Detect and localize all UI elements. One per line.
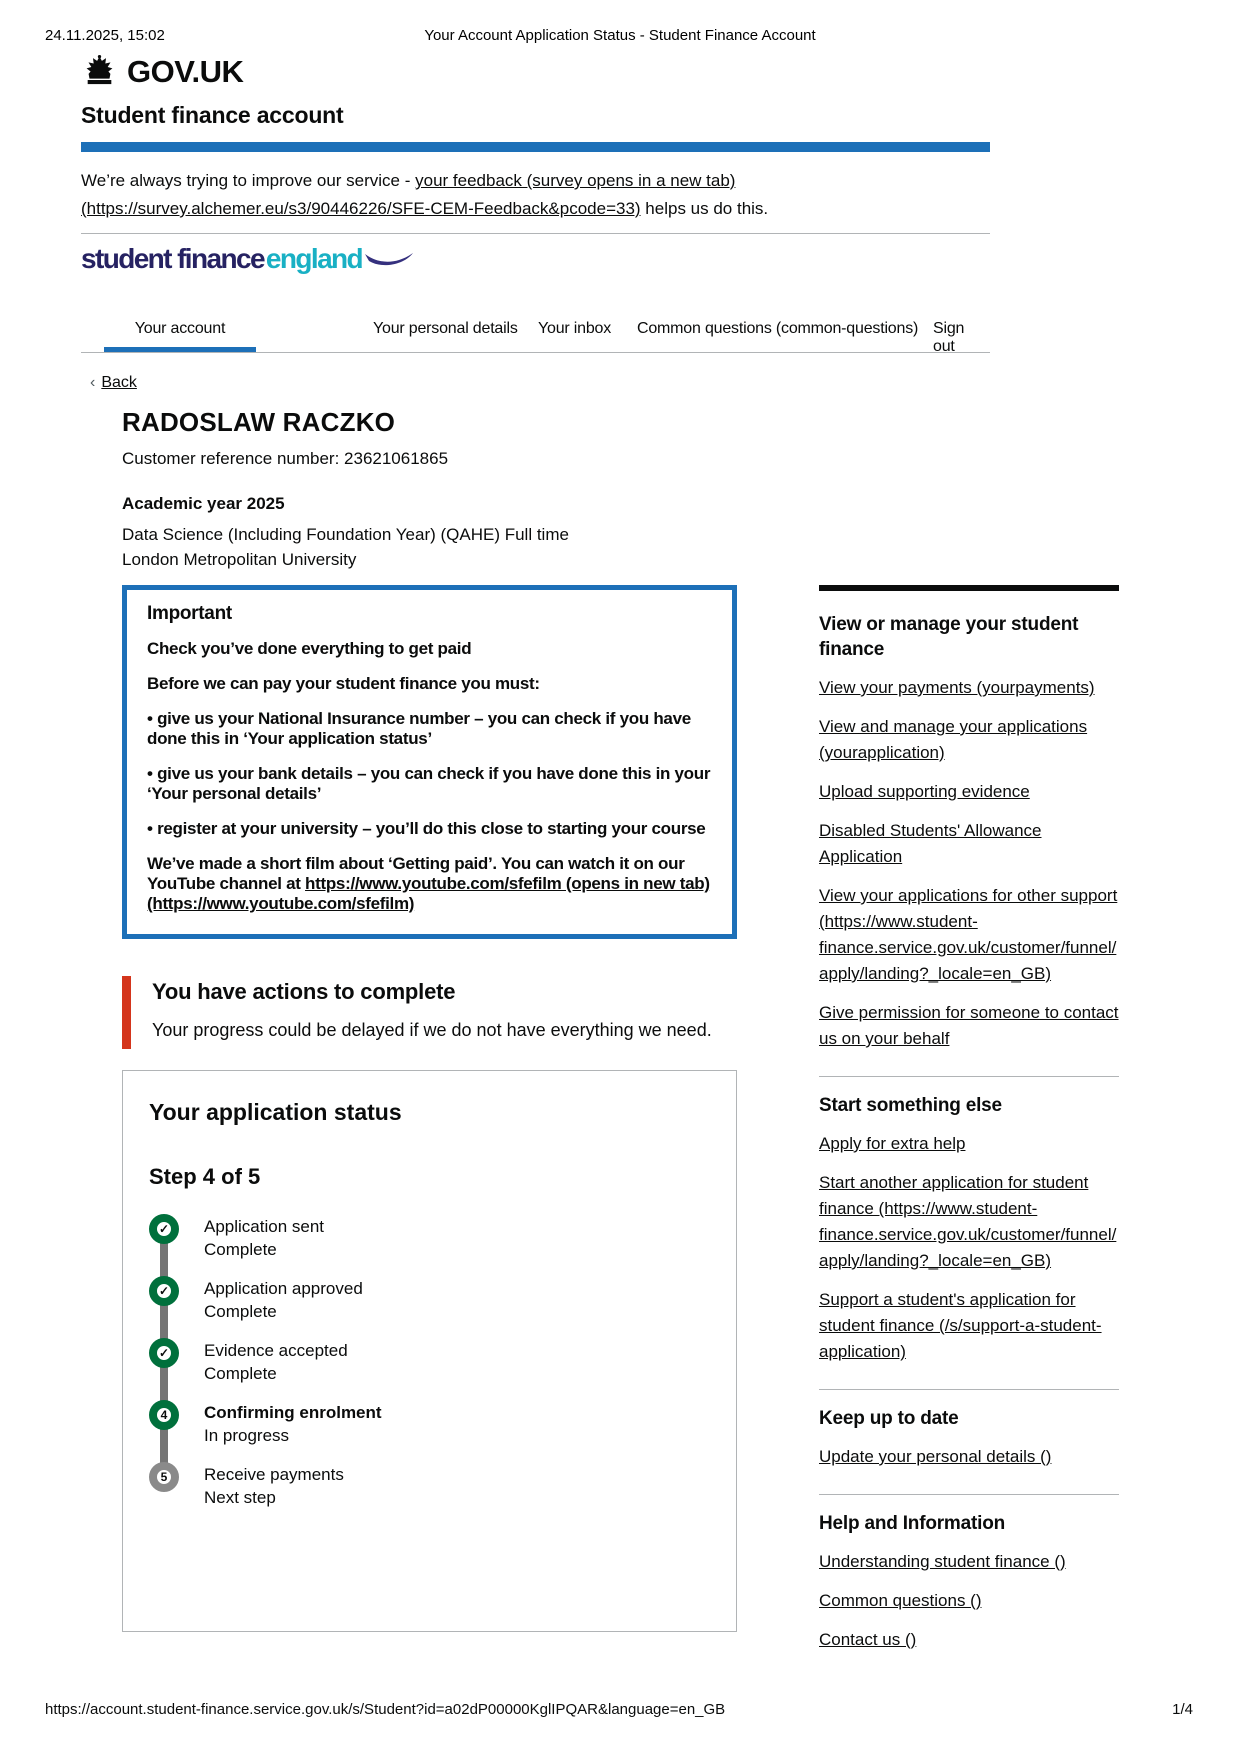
print-footer-url: https://account.student-finance.service.gov.uk/s/Student?id=a02dP00000KglIPQAR&language=en_GB (45, 1701, 726, 1718)
feedback-text-post: helps us do this. (640, 199, 769, 218)
student-name: RADOSLAW RACZKO (122, 407, 396, 437)
header-divider-bar (81, 142, 990, 152)
step-status: Complete (204, 1240, 277, 1259)
link-upload-supporting-evidence[interactable]: Upload supporting evidence (819, 782, 1030, 801)
print-doc-title: Your Account Application Status - Student Finance Account (424, 27, 816, 44)
related-links-sidebar (819, 585, 1119, 1653)
sfe-logo-student-finance: student finance (81, 243, 264, 274)
step-complete-icon: ✓ (149, 1276, 179, 1306)
link-update-personal-details[interactable]: Update your personal details () (819, 1447, 1052, 1466)
sfe-logo (81, 243, 990, 275)
youtube-link-url[interactable]: (https://www.youtube.com/sfefilm) (147, 894, 415, 913)
timeline-step (149, 1214, 710, 1276)
divider (81, 233, 990, 234)
sidebar-heading-start-something: Start something else (819, 1095, 1002, 1116)
step-status: Complete (204, 1364, 277, 1383)
step-label: Confirming enrolment (204, 1403, 382, 1422)
link-contact-us[interactable]: Contact us () (819, 1630, 917, 1649)
feedback-banner (81, 167, 990, 223)
feedback-text-pre: We’re always trying to improve our service - (81, 171, 416, 190)
link-dsa-application[interactable]: Disabled Students' Allowance Application (819, 821, 1042, 866)
status-timeline (149, 1214, 710, 1524)
timeline-step (149, 1338, 710, 1400)
sidebar-heading-view-manage: View or manage your student finance (819, 614, 1079, 660)
chevron-left-icon: ‹ (90, 374, 96, 391)
print-footer-page-indicator: 1/4 (1172, 1701, 1193, 1718)
tab-your-account[interactable]: Your account (104, 320, 256, 352)
link-support-a-student[interactable]: Support a student's application for student finance (/s/support-a-student-application) (819, 1290, 1102, 1361)
step-status: Next step (204, 1488, 276, 1507)
step-label: Application approved (204, 1279, 363, 1298)
step-label: Evidence accepted (204, 1341, 348, 1360)
sidebar-divider (819, 1494, 1119, 1495)
important-title: Important (147, 603, 232, 624)
service-title: Student finance account (81, 102, 344, 128)
link-common-questions[interactable]: Common questions () (819, 1591, 982, 1610)
back-link[interactable]: Back (101, 374, 137, 391)
important-bullet: • register at your university – you’ll do this close to starting your course (147, 819, 706, 838)
govuk-header (81, 54, 990, 90)
step-label: Application sent (204, 1217, 325, 1236)
youtube-link[interactable]: https://www.youtube.com/sfefilm (opens in new tab) (305, 874, 710, 893)
feedback-link-url[interactable]: (https://survey.alchemer.eu/s3/90446226/SFE-CEM-Feedback&pcode=33) (81, 199, 641, 218)
timeline-step (149, 1400, 710, 1462)
step-heading: Step 4 of 5 (149, 1164, 261, 1189)
film-text-pre: We’ve made a short film about ‘Getting paid’. You can watch it on our YouTube channel at (147, 854, 685, 893)
important-notice (122, 585, 737, 939)
actions-callout-body: Your progress could be delayed if we do not have everything we need. (152, 1020, 712, 1040)
university-name: London Metropolitan University (122, 550, 357, 569)
back-row (90, 374, 990, 392)
important-intro: Before we can pay your student finance you must: (147, 674, 540, 693)
important-bullet: • give us your bank details – you can check if you have done this in your ‘Your personal details’ (147, 764, 711, 803)
tab-sign-out[interactable]: Sign out (933, 320, 965, 355)
link-view-manage-applications[interactable]: View and manage your applications (yourapplication) (819, 717, 1088, 762)
timeline-step (149, 1462, 710, 1524)
sidebar-divider (819, 1076, 1119, 1077)
important-subtitle: Check you’ve done everything to get paid (147, 639, 472, 658)
crown-icon (81, 55, 118, 90)
step-complete-icon: ✓ (149, 1214, 179, 1244)
print-datetime: 24.11.2025, 15:02 (45, 27, 165, 44)
sfe-logo-england: england (265, 243, 363, 274)
actions-callout (122, 976, 737, 1049)
step-status: Complete (204, 1302, 277, 1321)
link-apply-extra-help[interactable]: Apply for extra help (819, 1134, 966, 1153)
step-label: Receive payments (204, 1465, 344, 1484)
link-give-permission[interactable]: Give permission for someone to contact us on your behalf (819, 1003, 1119, 1048)
actions-callout-title: You have actions to complete (152, 979, 456, 1004)
link-start-another-application[interactable]: Start another application for student finance (https://www.student-finance.service.gov.uk/customer/funnel/apply/landing?_locale=en_GB) (819, 1173, 1117, 1270)
timeline-step (149, 1276, 710, 1338)
step-current-icon: 4 (149, 1400, 179, 1430)
tab-your-personal-details[interactable]: Your personal details (373, 320, 518, 337)
tab-your-inbox[interactable]: Your inbox (538, 320, 612, 337)
step-complete-icon: ✓ (149, 1338, 179, 1368)
print-header (0, 27, 1240, 44)
application-status-panel (122, 1070, 737, 1632)
step-status: In progress (204, 1426, 290, 1445)
link-view-your-payments[interactable]: View your payments (yourpayments) (819, 678, 1095, 697)
customer-reference: Customer reference number: 23621061865 (122, 449, 449, 468)
step-next-icon: 5 (149, 1462, 179, 1492)
academic-year-heading: Academic year 2025 (122, 494, 285, 513)
application-status-title: Your application status (149, 1099, 402, 1125)
link-understanding-student-finance[interactable]: Understanding student finance () (819, 1552, 1066, 1571)
link-applications-other-support[interactable]: View your applications for other support (https://www.student-finance.service.gov.uk/customer/funnel/apply/landing?_locale=en_GB) (819, 886, 1118, 983)
sfe-swoosh-icon (364, 249, 416, 274)
tab-common-questions[interactable]: Common questions (common-questions) (637, 320, 919, 337)
sidebar-divider (819, 1389, 1119, 1390)
sidebar-heading-keep-up-to-date: Keep up to date (819, 1408, 959, 1429)
important-bullet: • give us your National Insurance number – you can check if you have done this in ‘Your application status’ (147, 709, 691, 748)
sidebar-heading-help-information: Help and Information (819, 1513, 1006, 1534)
govuk-logo: GOV.UK (127, 54, 244, 89)
important-film-text (147, 854, 712, 914)
account-nav (81, 308, 990, 353)
feedback-link[interactable]: your feedback (survey opens in a new tab) (415, 171, 736, 190)
course-name: Data Science (Including Foundation Year) (QAHE) Full time (122, 525, 569, 544)
